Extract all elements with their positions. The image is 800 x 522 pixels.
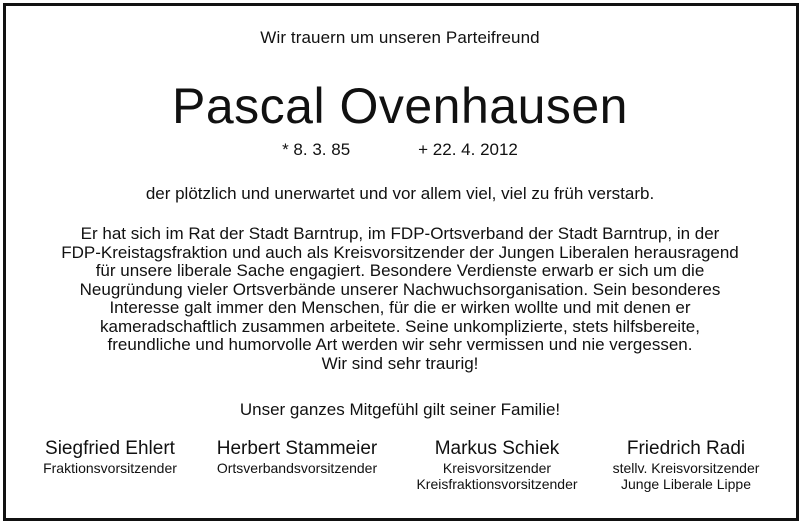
lead-line: der plötzlich und unerwartet und vor allem viel, viel zu früh verstarb. — [145, 184, 655, 203]
tribute-line: kameradschaftlich zusammen arbeitete. Seine unkomplizierte, stets hilfsbereite, — [99, 316, 700, 336]
tribute-line: Neugründung vieler Ortsverbände unserer Nachwuchsorganisation. Sein besonderes — [79, 279, 721, 299]
intro-line: Wir trauern um unseren Parteifreund — [260, 28, 540, 47]
signer-title: Kreisvorsitzender — [442, 460, 552, 476]
signer-title: stellv. Kreisvorsitzender — [612, 460, 760, 476]
signer-name: Herbert Stammeier — [216, 438, 378, 459]
signer-name: Siegfried Ehlert — [45, 438, 175, 459]
tribute-line: Wir sind sehr traurig! — [321, 353, 479, 373]
tribute-line: freundliche und humorvolle Art werden wir sehr vermissen und nie vergessen. — [107, 335, 693, 354]
tribute-line: Interesse galt immer den Menschen, für die er wirken wollte und mit denen er — [109, 298, 691, 317]
deceased-name: Pascal Ovenhausen — [171, 78, 628, 134]
death-date: + 22. 4. 2012 — [418, 140, 518, 159]
signer — [43, 438, 177, 476]
signer — [416, 438, 577, 492]
tribute-line: FDP-Kreistagsfraktion und auch als Kreisvorsitzender der Jungen Liberalen herausragend — [61, 242, 739, 262]
signer-name: Friedrich Radi — [626, 438, 746, 459]
tribute-line: für unsere liberale Sache engagiert. Besondere Verdienste erwarb er sich um die — [95, 261, 705, 280]
signer-name: Markus Schiek — [434, 438, 560, 459]
signer-title-secondary: Junge Liberale Lippe — [620, 476, 751, 492]
signer — [613, 438, 760, 492]
life-dates — [0, 140, 800, 160]
birth-date: * 8. 3. 85 — [282, 140, 351, 159]
signer-title: Fraktionsvorsitzender — [43, 460, 177, 476]
tribute-text — [20, 225, 780, 373]
sympathy-line: Unser ganzes Mitgefühl gilt seiner Familie! — [239, 400, 561, 419]
signer-title: Ortsverbandsvorsitzender — [216, 460, 378, 476]
signer — [217, 438, 378, 476]
signer-title-secondary: Kreisfraktionsvorsitzender — [416, 476, 578, 492]
tribute-line: Er hat sich im Rat der Stadt Barntrup, im FDP-Ortsverband der Stadt Barntrup, in der — [80, 224, 720, 243]
